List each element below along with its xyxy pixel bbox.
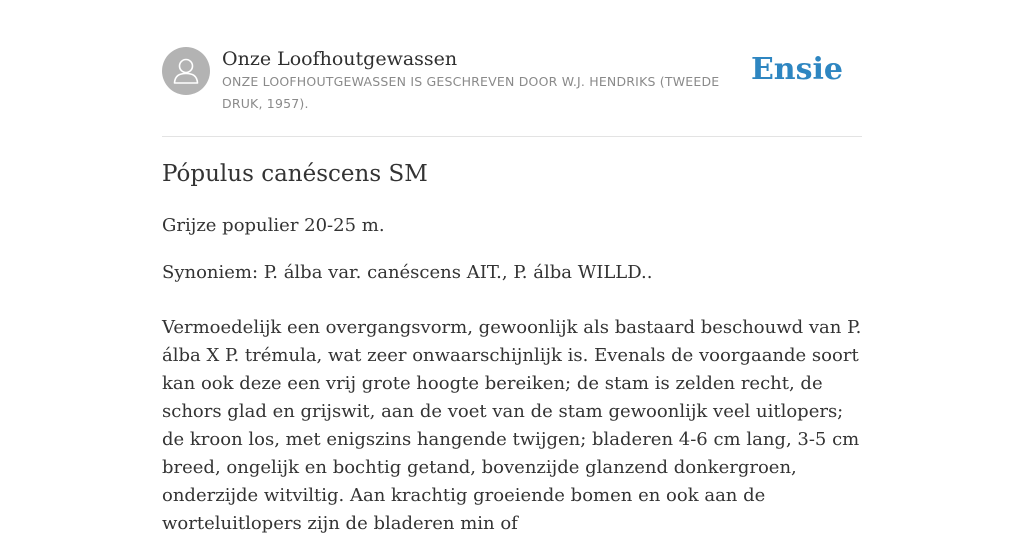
page-title: Pópulus canéscens SM: [162, 161, 428, 187]
user-icon: [162, 47, 210, 95]
article-paragraph: Vermoedelijk een overgangsvorm, gewoonlijk als bastaard beschouwd van P. álba X P. trémula, wat zeer onwaarschijnlijk is. Evenals de voorgaande soort kan ook deze een vrij grote hoogte bereiken; de stam is zelden recht, de schors glad en grijswit, aan de voet van de stam gewoonlijk veel uitlopers; de kroon los, met enigszins hangende twijgen; bladeren 4-6 cm lang, 3-5 cm breed, ongelijk en bochtig getand, bovenzijde glanzend donkergroen, onderzijde witviltig. Aan krachtig groeiende bomen en ook aan de worteluitlopers zijn de bladeren min of: [162, 317, 862, 534]
article: [162, 156, 862, 538]
avatar[interactable]: [162, 47, 210, 95]
source-title[interactable]: Onze Loofhoutgewassen: [222, 48, 458, 70]
source-description: ONZE LOOFHOUTGEWASSEN IS GESCHREVEN DOOR W.J. HENDRIKS (TWEEDE DRUK, 1957).: [222, 74, 720, 111]
article-paragraph: Synoniem: P. álba var. canéscens AIT., P. álba WILLD..: [162, 262, 653, 283]
source-header: [162, 46, 862, 137]
brand-logo[interactable]: Ensie: [750, 52, 843, 87]
article-paragraph: Grijze populier 20-25 m.: [162, 215, 385, 236]
